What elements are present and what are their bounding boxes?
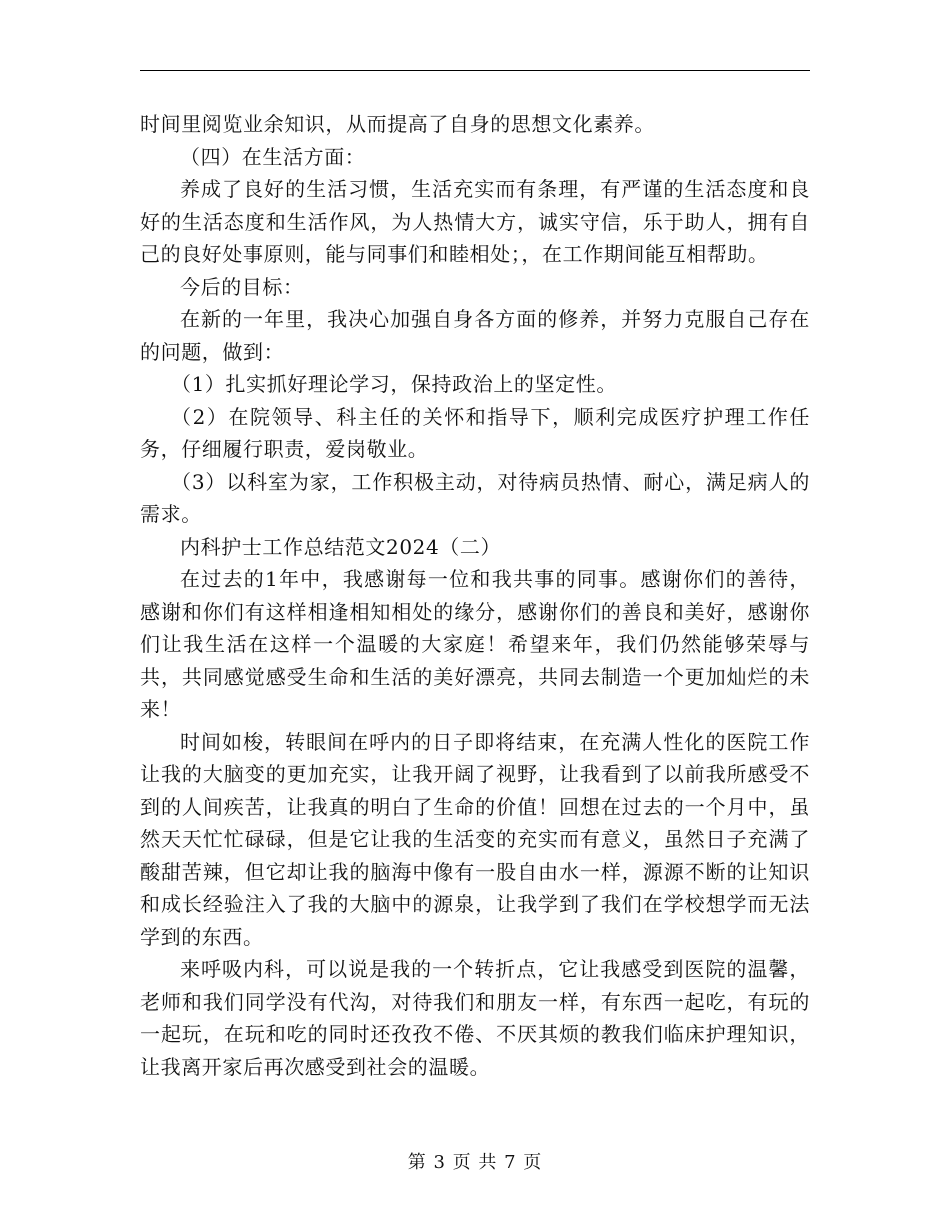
list-item-3: （3）以科室为家，工作积极主动，对待病员热情、耐心，满足病人的需求。 [140,469,810,526]
paragraph-life: 养成了良好的生活习惯，生活充实而有条理，有严谨的生活态度和良好的生活态度和生活作风，为人热情大方，诚实守信，乐于助人，拥有自己的良好处事原则，能与同事们和睦相处；，在工作期间能互相帮助。 [140,177,810,266]
document-body [140,108,810,1083]
paragraph-thanks: 在过去的1年中，我感谢每一位和我共事的同事。感谢你们的善待，感谢和你们有这样相逢相知相处的缘分，感谢你们的善良和美好，感谢你们让我生活在这样一个温暖的大家庭！希望来年，我们仍然能够荣辱与共，共同感觉感受生命和生活的美好漂亮，共同去制造一个更加灿烂的未来！ [140,567,810,721]
paragraph-time: 时间如梭，转眼间在呼内的日子即将结束，在充满人性化的医院工作让我的大脑变的更加充实，让我开阔了视野，让我看到了以前我所感受不到的人间疾苦，让我真的明白了生命的价值！回想在过去的一个月中，虽然天天忙忙碌碌，但是它让我的生活变的充实而有意义，虽然日子充满了酸甜苦辣，但它却让我的脑海中像有一股自由水一样，源源不断的让知识和成长经验注入了我的大脑中的源泉，让我学到了我们在学校想学而无法学到的东西。 [140,729,810,949]
heading-future-goals: 今后的目标： [180,274,304,299]
section-title-part-two: 内科护士工作总结范文2024（二） [180,534,502,559]
paragraph-respiratory: 来呼吸内科，可以说是我的一个转折点，它让我感受到医院的温馨，老师和我们同学没有代沟，对待我们和朋友一样，有东西一起吃，有玩的一起玩，在玩和吃的同时还孜孜不倦、不厌其烦的教我们临床护理知识，让我离开家后再次感受到社会的温暖。 [140,957,810,1079]
paragraph-resolution: 在新的一年里，我决心加强自身各方面的修养，并努力克服自己存在的问题，做到： [140,307,810,364]
page-number-footer: 第 3 页 共 7 页 [407,1152,543,1173]
list-item-2: （2）在院领导、科主任的关怀和指导下，顺利完成医疗护理工作任务，仔细履行职责，爱岗敬业。 [140,404,810,461]
paragraph-continuation: 时间里阅览业余知识，从而提高了自身的思想文化素养。 [140,112,655,136]
section-heading-life: （四）在生活方面： [180,144,366,169]
header-rule [140,70,810,71]
list-item-1: （1）扎实抓好理论学习，保持政治上的坚定性。 [171,372,617,396]
